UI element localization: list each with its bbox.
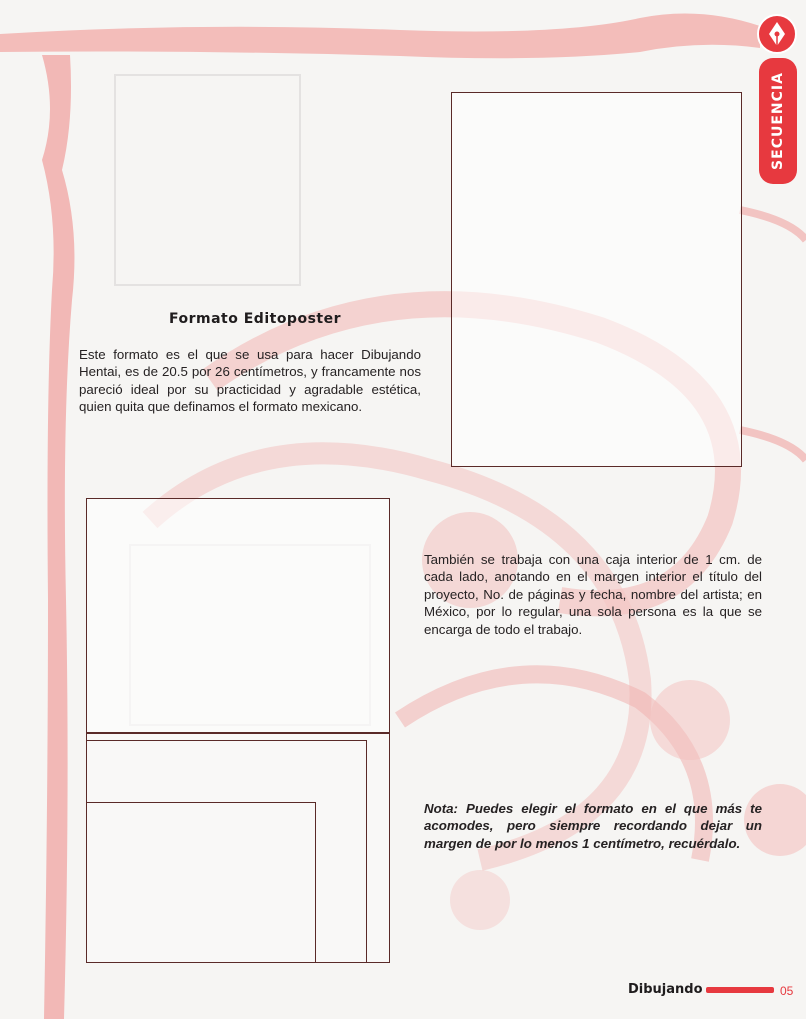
paragraph-format-description: Este formato es el que se usa para hacer Dibujando Hentai, es de 20.5 por 26 centímetros, y francamente nos pareció ideal por su practicidad y agradable estética, quien quita que definamos el formato mexicano. bbox=[79, 347, 421, 415]
section-heading: Formato Editoposter bbox=[169, 311, 341, 327]
format-frame-editoposter bbox=[451, 92, 742, 467]
footer-brand-logo-mark bbox=[706, 987, 774, 993]
note-text: Nota: Puedes elegir el formato en el que más te acomodes, pero siempre recordando dejar un margen de por lo menos 1 centímetro, recuérdalo. bbox=[424, 801, 762, 851]
footer-brand-label: Dibujando bbox=[628, 982, 703, 997]
section-tab bbox=[759, 58, 797, 184]
footer-brand bbox=[628, 982, 774, 997]
format-frame-large bbox=[86, 498, 390, 733]
format-frame-smallest bbox=[86, 802, 316, 963]
page-number: 05 bbox=[780, 984, 794, 998]
paragraph-inner-box: También se trabaja con una caja interior de 1 cm. de cada lado, anotando en el margen interior el título del proyecto, No. de páginas y fecha, nombre del artista; en México, por lo regular, una sola persona es la que se encarga de todo el trabajo. bbox=[424, 552, 762, 637]
section-tab-label: SECUENCIA bbox=[770, 72, 786, 170]
pen-nib-icon bbox=[757, 14, 797, 54]
